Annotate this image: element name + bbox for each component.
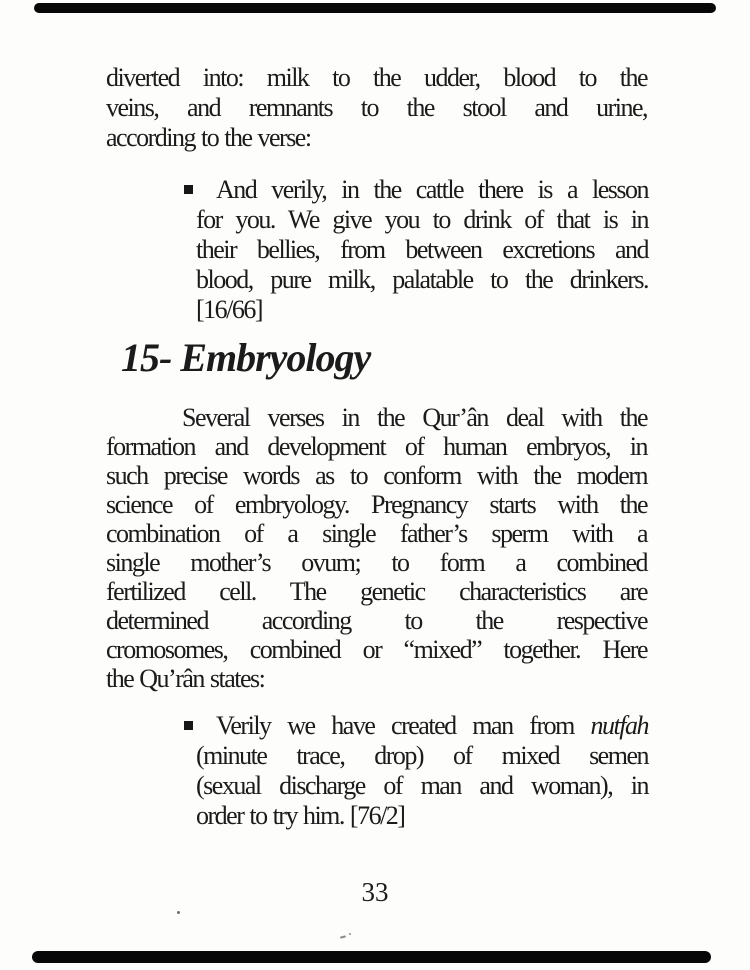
text-line: cromosomes, combined or “mixed” together. Here [106,635,647,664]
ink-speck [340,935,346,938]
transliterated-term: nutfah [590,711,648,740]
text-line: their bellies, from between excretions and [196,235,648,264]
text-line: science of embryology. Pregnancy starts with the [106,490,647,519]
verse-quote-cattle [196,175,648,325]
square-bullet-icon [184,185,193,194]
text-line: according to the verse: [106,123,311,152]
scan-edge-bar-top [34,3,716,13]
square-bullet-icon [184,721,193,730]
verse-reference: order to try him. [76/2] [196,801,405,830]
text-line: (minute trace, drop) of mixed semen [196,741,648,770]
text-line: fertilized cell. The genetic characteristics are [106,577,647,606]
section-heading: 15- Embryology [121,335,371,380]
text-line: single mother’s ovum; to form a combined [106,548,647,577]
quote-text: Verily we have created man from [216,711,574,740]
text-line: diverted into: milk to the udder, blood to the [106,63,647,92]
text-line: Several verses in the Qur’ân deal with the [182,403,647,432]
text-line: determined according to the respective [106,606,647,635]
ink-speck [349,933,351,935]
scan-edge-bar-bottom [32,951,711,963]
verse-quote-nutfah [196,711,648,831]
text-line: blood, pure milk, palatable to the drinkers. [196,265,648,294]
ink-speck [177,911,180,914]
page-number: 33 [361,877,389,907]
text-line: the Qu’rân states: [106,664,265,693]
paragraph-intro [106,63,647,153]
verse-reference: [16/66] [196,295,263,324]
text-line: veins, and remnants to the stool and urine, [106,93,647,122]
text-line: such precise words as to conform with the modern [106,461,647,490]
quote-first-line [196,711,648,741]
quote-text: And verily, in the cattle there is a lesson [216,175,648,204]
quote-first-line [196,175,648,205]
text-line: (sexual discharge of man and woman), in [196,771,648,800]
paragraph-embryology [106,403,647,693]
text-line: combination of a single father’s sperm with a [106,519,647,548]
text-line: for you. We give you to drink of that is in [196,205,648,234]
text-line: formation and development of human embryos, in [106,432,647,461]
